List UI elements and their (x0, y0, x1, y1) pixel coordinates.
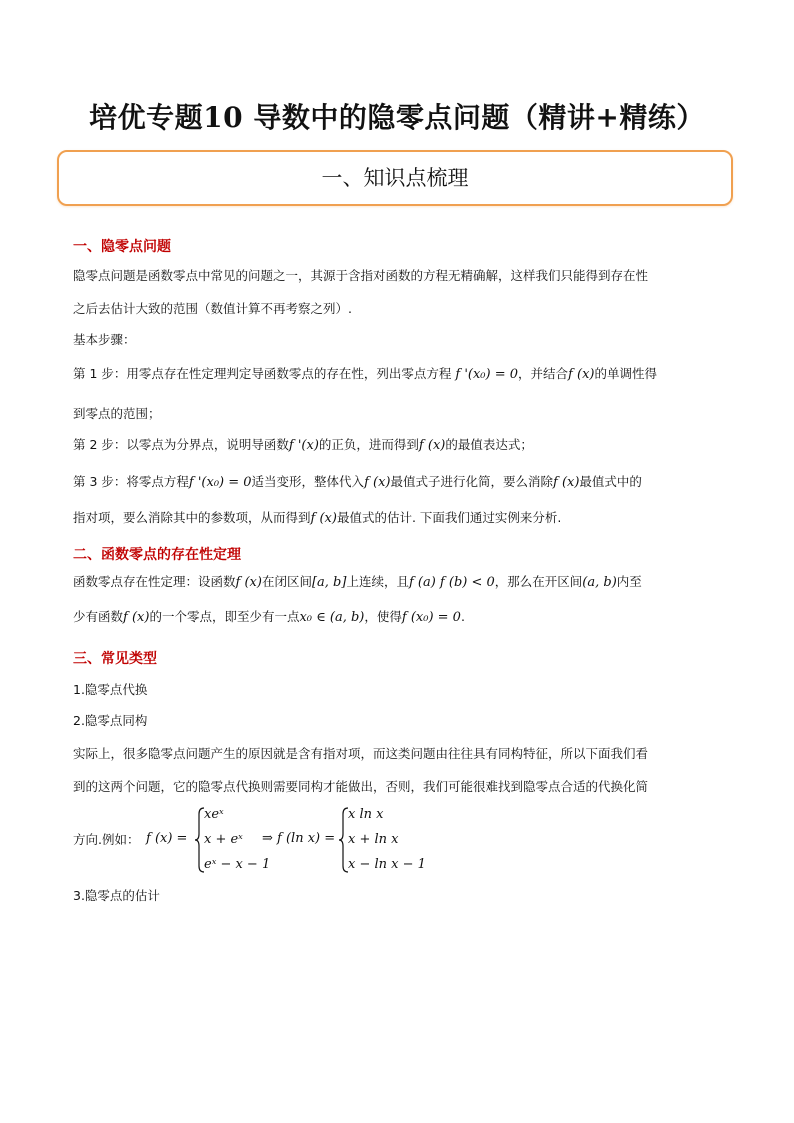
text: ，使得 (364, 609, 402, 624)
text: 最值式子进行化简，要么消除 (390, 474, 553, 489)
text: 上连续，且 (346, 574, 409, 589)
math-expr: x₀ ∈ (a, b) (299, 610, 365, 625)
text: 函数零点存在性定理：设函数 (73, 574, 236, 589)
text: 第 1 步：用零点存在性定理判定导函数零点的存在性，列出零点方程 (73, 366, 452, 381)
list-item: 2.隐零点同构 (73, 713, 148, 728)
text: 的单调性得 (594, 366, 657, 381)
text: ，并结合 (518, 366, 569, 381)
text: 第 2 步：以零点为分界点，说明导函数 (73, 437, 289, 452)
list-item: 3.隐零点的估计 (73, 888, 160, 903)
page-title: 培优专题10 导数中的隐零点问题（精讲+精练） (89, 101, 705, 134)
case-row: eˣ − x − 1 (204, 857, 271, 872)
text: 在闭区间 (261, 574, 312, 589)
example-label: 方向.例如： (73, 832, 140, 847)
banner-text: 一、知识点梳理 (321, 166, 469, 190)
math-expr: f (x) (568, 367, 595, 382)
heading-existence-theorem: 二、函数零点的存在性定理 (73, 547, 241, 563)
paragraph-line: 到的这两个问题，它的隐零点代换则需要同构才能做出，否则，我们可能很难找到隐零点合适的代换化简 (73, 779, 649, 794)
example-lhs: f (x) = (146, 831, 188, 846)
step-1-cont: 到零点的范围； (73, 406, 161, 421)
math-expr: f (x₀) = 0 (401, 610, 461, 625)
text: 第 3 步：将零点方程 (73, 474, 189, 489)
math-expr: f '(x) (288, 438, 319, 453)
math-expr: f (x) (310, 511, 337, 526)
math-expr: f (x) (364, 475, 391, 490)
step-1-line (73, 366, 657, 383)
math-expr: f (x) (235, 575, 262, 590)
math-expr: (a, b) (582, 575, 617, 590)
math-expr: f '(x₀) = 0 (188, 475, 252, 490)
text: ，那么在开区间 (494, 574, 583, 589)
case-row: x + ln x (348, 832, 399, 847)
math-expr: f (a) f (b) < 0 (408, 575, 495, 590)
text: 最值式中的 (579, 474, 642, 489)
step-2-line (73, 437, 533, 454)
example-implication: ⇒ f (ln x) = (262, 831, 336, 846)
paragraph-line: 之后去估计大致的范围（数值计算不再考察之列）. (73, 301, 352, 316)
theorem-line-1 (73, 574, 642, 591)
math-expr: f (x) (553, 475, 580, 490)
case-row: x + eˣ (204, 832, 243, 847)
math-expr: f (x) (418, 438, 446, 453)
paragraph-line: 实际上，很多隐零点问题产生的原因就是含有指对项，而这类问题由往往具有同构特征，所以下面我们看 (73, 746, 649, 761)
list-item: 1.隐零点代换 (73, 682, 148, 697)
heading-common-types: 三、常见类型 (73, 651, 157, 667)
step-3-cont (73, 510, 561, 527)
text: 少有函数 (73, 609, 124, 624)
text: 指对项，要么消除其中的参数项，从而得到 (73, 510, 311, 525)
case-row: xeˣ (204, 807, 224, 822)
theorem-line-2 (73, 609, 465, 626)
section-banner (57, 150, 733, 206)
text: 的正负，进而得到 (318, 437, 419, 452)
text: 的一个零点，即至少有一点 (149, 609, 300, 624)
case-row: x ln x (348, 807, 384, 822)
heading-hidden-zero: 一、隐零点问题 (73, 239, 171, 255)
text: 的最值表达式； (445, 437, 533, 452)
text: . (460, 609, 465, 624)
math-expr: f (x) (123, 610, 150, 625)
text: 适当变形，整体代入 (251, 474, 365, 489)
case-row: x − ln x − 1 (348, 857, 426, 872)
paragraph-line: 隐零点问题是函数零点中常见的问题之一，其源于含指对函数的方程无精确解，这样我们只能得到存在性 (73, 268, 649, 283)
math-expr: f '(x₀) = 0 (455, 367, 519, 382)
steps-label: 基本步骤： (73, 332, 136, 347)
text: 最值式的估计. 下面我们通过实例来分析. (336, 510, 562, 525)
step-3-line (73, 474, 642, 491)
text: 内至 (616, 574, 642, 589)
math-expr: [a, b] (311, 575, 347, 590)
